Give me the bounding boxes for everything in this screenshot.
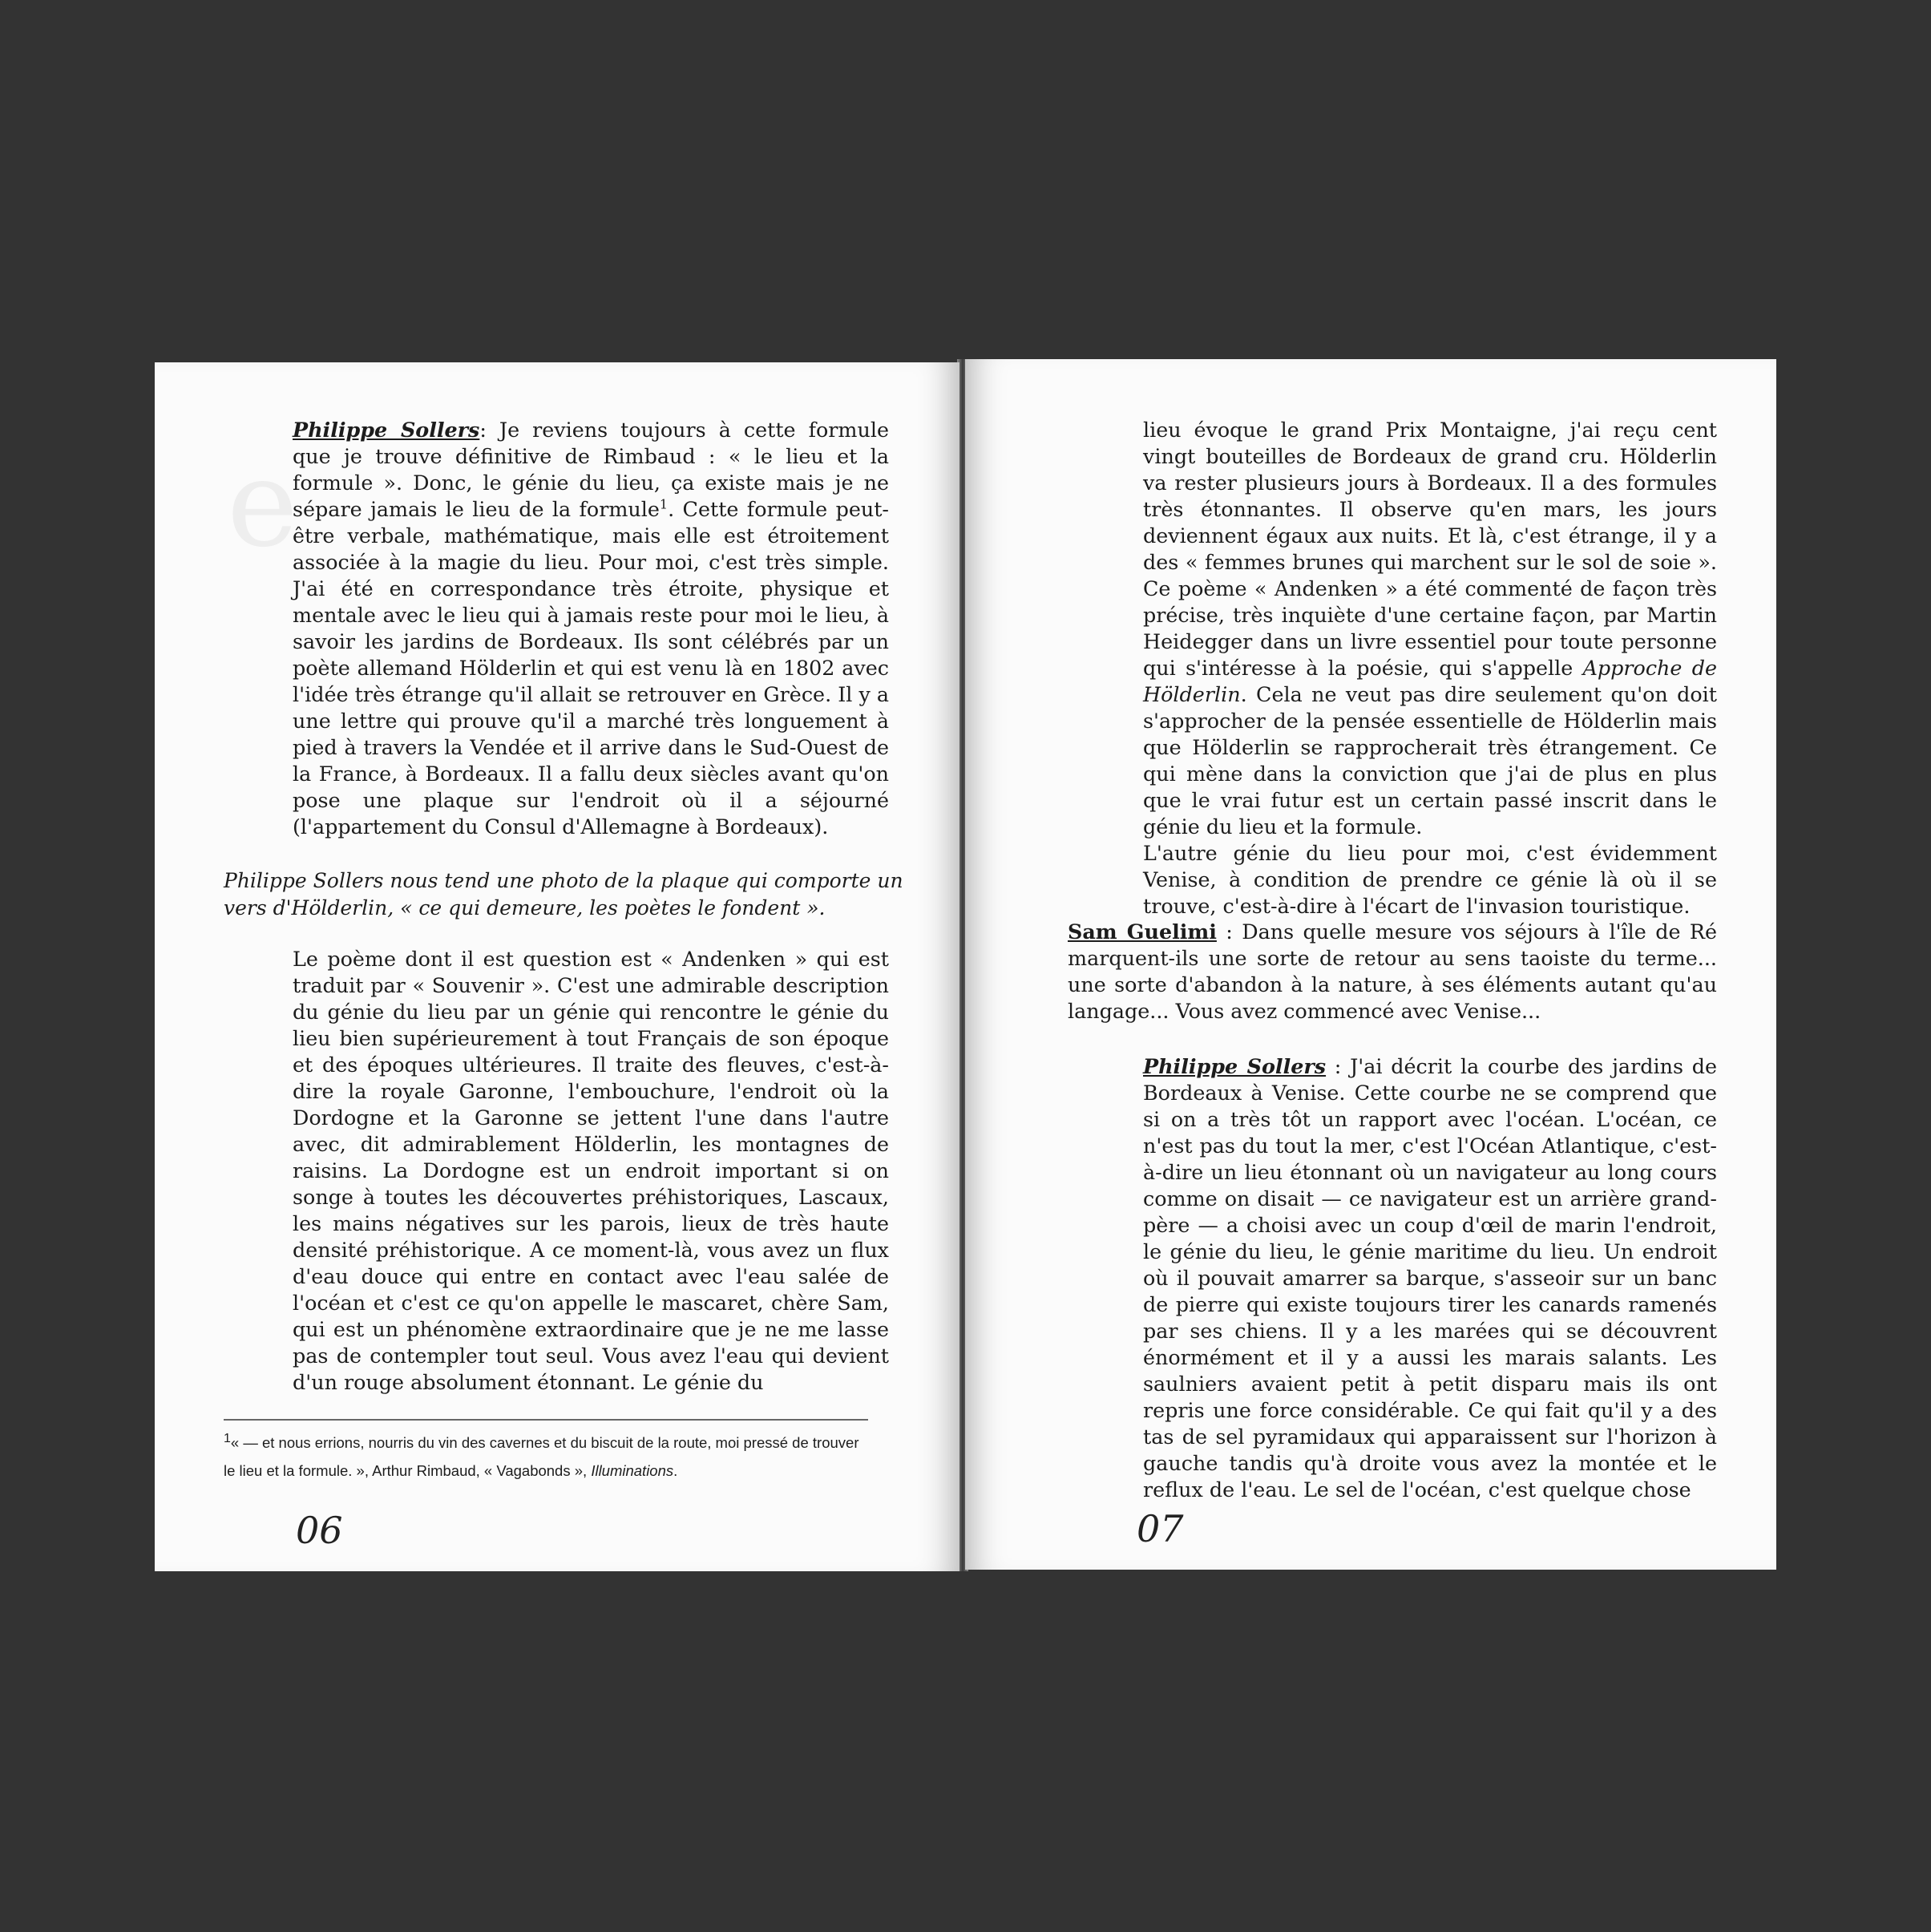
para-text: . Cela ne veut pas dire seulement qu'on doit s'approcher de la pensée essentielle de Hölderlin mais que Hölderlin se rapprocherait très étrangement. Ce qui mène dans la conviction que j'ai de plus en plus que le vrai futur est un certain passé inscrit dans le génie du lieu et la formule. — [1143, 682, 1717, 839]
para-text: lieu évoque le grand Prix Montaigne, j'ai reçu cent vingt bouteilles de Bordeaux de grand cru. Hölderlin va rester plusieurs jours à Bordeaux. Il a des formules très étonnantes. Il observe qu'en mars, les jours deviennent égaux aux nuits. Et là, c'est étrange, il y a des « femmes brunes qui marchent sur le sol de soie ». Ce poème « Andenken » a été commenté de façon très précise, très inquiète d'une certaine façon, par Martin Heidegger dans un livre essentiel pour toute personne qui s'intéresse à la poésie, qui s'appelle — [1143, 418, 1717, 680]
show-through-glyph: e — [227, 434, 298, 574]
photo-caption: Philippe Sollers nous tend une photo de la plaque qui comporte un vers d'Hölderlin, « ce qui demeure, les poètes le fondent ». — [224, 869, 903, 920]
right-para-1 — [1143, 417, 1717, 920]
footnote-text: « — et nous errions, nourris du vin des cavernes et du biscuit de la route, moi pressé de trouver le lieu et la formule. », Arthur Rimbaud, « Vagabonds », — [224, 1434, 859, 1479]
para-text: : J'ai décrit la courbe des jardins de Bordeaux à Venise. Cette courbe ne se comprend que si on a très tôt un rapport avec l'océan. L'océan, ce n'est pas du tout la mer, c'est l'Océan Atlantique, c'est-à-dire un lieu étonnant où un navigateur au long cours comme on disait — ce navigateur est un arrière grand-père — a choisi avec un coup d'œil de marin l'endroit, le génie du lieu, le génie maritime du lieu. Un endroit où il pouvait amarrer sa barque, s'asseoir sur un banc de pierre qui existe toujours tirer les canards ramenés par ses chiens. Il y a les marées qui se découvrent énormément et il y a aussi les marais salants. Les saulniers avaient petit à petit disparu mais ils ont repris une force considérable. Ce qui fait qu'il y a des tas de sel pyramidaux qui apparaissent sur l'horizon à gauche tandis qu'à droite vous avez la montée et le reflux de l'eau. Le sel de l'océan, c'est quelque chose — [1143, 1054, 1717, 1502]
right-page — [965, 359, 1776, 1570]
para-text: Le poème dont il est question est « Andenken » qui est traduit par « Souvenir ». C'est une admirable description du génie du lieu par un génie qui rencontre le génie du lieu bien supérieurement à tout Français de son époque et des époques ultérieures. Il traite des fleuves, c'est-à-dire la royale Garonne, l'embouchure, l'endroit où la Dordogne et la Garonne se jettent l'une dans l'autre avec, dit admirablement Hölderlin, les montagnes de raisins. La Dordogne est un endroit important si on songe à toutes les découvertes préhistoriques, Lascaux, les mains négatives sur les parois, lieux de très haute densité préhistorique. A ce moment-là, vous avez un flux d'eau douce qui entre en contact avec l'eau salée de l'océan et c'est ce qu'on appelle le mascaret, chère Sam, qui est un phénomène extraordinaire que je ne me lasse pas de contempler tout seul. Vous avez l'eau qui devient d'un rouge absolument étonnant. Le génie du — [293, 947, 889, 1394]
right-para-4 — [1143, 1053, 1717, 1503]
footnote-ref: 1 — [659, 496, 669, 512]
book-title: Approche de Hölderlin — [1143, 656, 1717, 706]
left-page — [155, 362, 959, 1571]
page-number: 06 — [296, 1509, 343, 1552]
left-para-2 — [293, 946, 889, 1396]
para-text: L'autre génie du lieu pour moi, c'est évidemment Venise, à condition de prendre ce génie là où il se trouve, c'est-à-dire à l'écart de l'invasion touristique. — [1143, 841, 1717, 918]
para-text: : Je reviens toujours à cette formule que je trouve définitive de Rimbaud : « le lieu et la formule ». Donc, le génie du lieu, ça existe mais je ne sépare jamais le lieu de la formule — [293, 418, 889, 521]
para-text: . Cette formule peut-être verbale, mathématique, mais elle est étroitement associée à la magie du lieu. Pour moi, c'est très simple. J'ai été en correspondance très étroite, physique et mentale avec le lieu qui à jamais reste pour moi le lieu, à savoir les jardins de Bordeaux. Ils sont célébrés par un poète allemand Hölderlin et qui est venu là en 1802 avec l'idée très étrange qu'il allait se retrouver en Grèce. Il y a une lettre qui prouve qu'il a marché très longuement à pied à travers la Vendée et il arrive dans le Sud-Ouest de la France, à Bordeaux. Il a fallu deux siècles avant qu'on pose une plaque sur l'endroit où il a séjourné (l'appartement du Consul d'Allemagne à Bordeaux). — [293, 497, 889, 839]
right-para-3 — [1068, 919, 1717, 1025]
page-number: 07 — [1137, 1507, 1184, 1550]
left-para-1 — [293, 417, 889, 840]
para-text: : Dans quelle mesure vos séjours à l'île de Ré marquent-ils une sorte de retour au sens taoiste du terme... une sorte d'abandon à la nature, à ses éléments autant qu'au langage... Vous avez commencé avec Venise... — [1068, 920, 1717, 1023]
footnote — [224, 1429, 873, 1485]
speaker-name: Sam Guelimi — [1068, 920, 1217, 944]
speaker-name: Philippe Sollers — [1143, 1054, 1327, 1078]
speaker-name: Philippe Sollers — [293, 418, 480, 442]
footnote-divider — [224, 1419, 868, 1421]
footnote-number: 1 — [224, 1431, 231, 1445]
footnote-work-title: Illuminations — [591, 1462, 674, 1479]
footnote-end: . — [673, 1462, 678, 1479]
